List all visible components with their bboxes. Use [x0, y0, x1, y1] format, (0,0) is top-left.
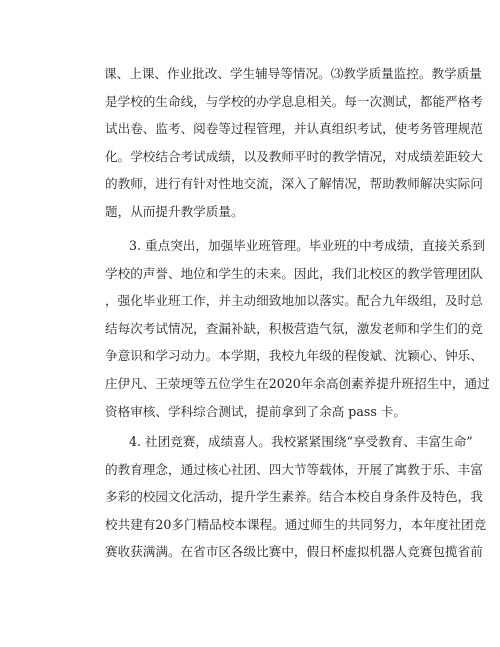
text-line: 庄伊凡、王荥埂等五位学生在2020年余高创素养提升班招生中，通过 [105, 375, 490, 391]
text-line: 是学校的生命线，与学校的办学息息相关。每一次测试，都能严格考 [105, 93, 483, 109]
text-line: 的教育理念，通过核心社团、四大节等载体，开展了寓教于乐、丰富 [105, 461, 483, 477]
text-line: 结每次考试情况，查漏补缺，积极营造气氛，激发老师和学生们的竞 [105, 320, 483, 336]
text-line: 课、上课、作业批改、学生辅导等情况。⑶教学质量监控。教学质量 [104, 66, 482, 81]
text-line: 试出卷、监考、阅卷等过程管理，并认真组织考试，使考务管理规范 [105, 121, 483, 137]
text-line: 学校的声誉、地位和学生的未来。因此，我们北校区的教学管理团队 [105, 265, 483, 281]
text-line: 争意识和学习动力。本学期，我校九年级的程俊斌、沈颖心、钟乐、 [105, 348, 483, 364]
text-line: 3. 重点突出，加强毕业班管理。毕业班的中考成绩，直接关系到 [129, 238, 486, 253]
text-line: 4. 社团竞赛，成绩喜人。我校紧紧围绕“享受教育、丰富生命” [129, 434, 473, 449]
paragraph-clubs-competitions [105, 428, 487, 566]
text-line: 题，从而提升教学质量。 [105, 203, 244, 219]
text-line: 校共建有20多门精品校本课程。通过师生的共同努力，本年度社团竞 [105, 516, 487, 532]
text-line: 的教师，进行有针对性地交流，深入了解情况，帮助教师解决实际问 [105, 176, 483, 192]
text-line: 赛收获满满。在省市区各级比赛中，假日杯虚拟机器人竞赛包揽省前 [105, 544, 483, 560]
text-line: 化。学校结合考试成绩，以及教师平时的教学情况，对成绩差距较大 [105, 148, 483, 164]
paragraph-teaching-quality [104, 60, 483, 226]
text-line: 资格审核、学科综合测试，提前拿到了余高 pass 卡。 [105, 403, 406, 419]
paragraph-graduating-class [105, 232, 490, 425]
text-line: 多彩的校园文化活动，提升学生素养。结合本校自身条件及特色，我 [105, 489, 483, 505]
text-line: ，强化毕业班工作，并主动细致地加以落实。配合九年级组，及时总 [105, 293, 483, 309]
